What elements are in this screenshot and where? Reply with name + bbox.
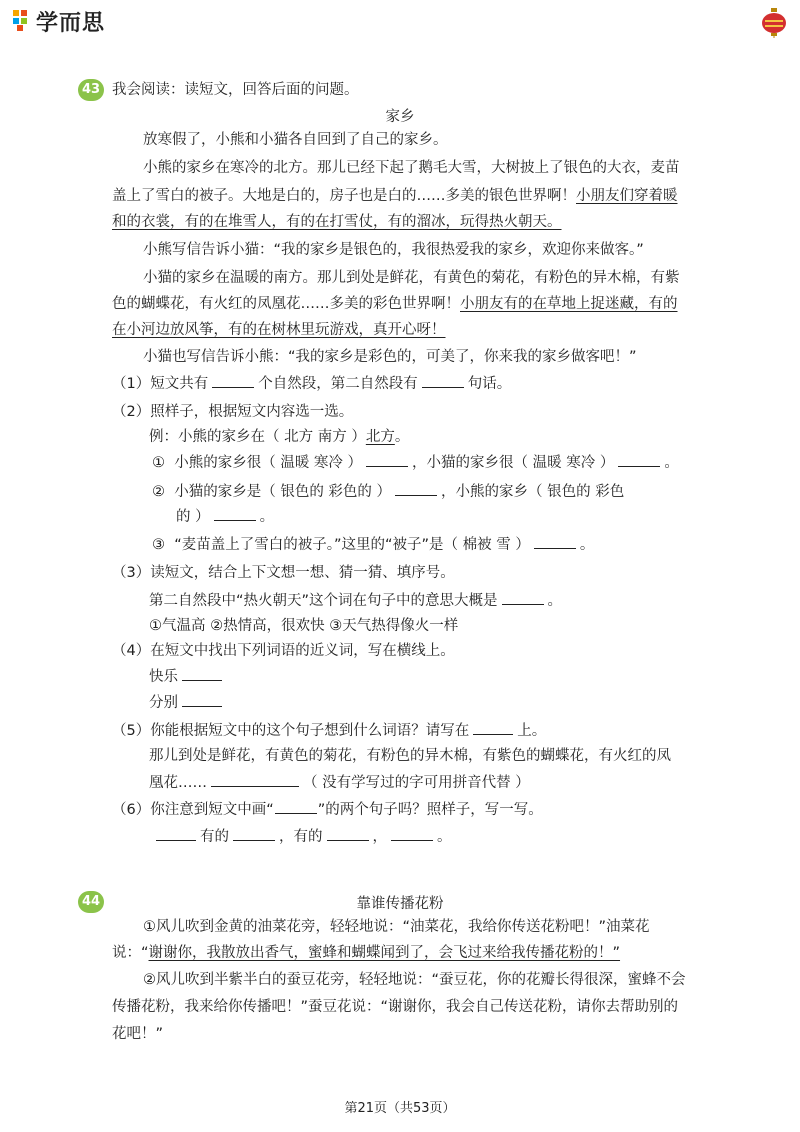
example-answer: 北方	[365, 429, 395, 445]
underlined-sentence: 谢谢你，我散放出香气，蜜蜂和蝴蝶闻到了，会飞过来给我传播花粉的！”	[148, 945, 621, 961]
passage-paragraph-2-line-1: ②风儿吹到半紫半白的蚕豆花旁，轻轻地说：“蚕豆花，你的花瓣长得很深，蜜蜂不会	[143, 972, 686, 988]
sub-question-2: （2）照样子，根据短文内容选一选。	[112, 404, 354, 420]
underlined-sentence-2a: 小朋友有的在草地上捉迷藏，有的	[460, 296, 678, 312]
answer-blank[interactable]	[618, 452, 660, 467]
passage-paragraph-1-line-2: 说：“谢谢你，我散放出香气，蜜蜂和蝴蝶闻到了，会飞过来给我传播花粉的！”	[112, 945, 621, 961]
passage-paragraph-2-line-3: 花吧！”	[112, 1026, 164, 1042]
answer-blank[interactable]	[395, 481, 437, 496]
question-instruction: 我会阅读：读短文，回答后面的问题。	[112, 82, 359, 98]
sub-question-3-options: ①气温高 ②热情高，很欢快 ③天气热得像火一样	[149, 618, 459, 634]
answer-blank[interactable]	[473, 720, 513, 735]
answer-blank[interactable]	[366, 452, 408, 467]
answer-blank[interactable]	[233, 826, 275, 841]
page-number: 第21页（共53页）	[344, 1101, 456, 1116]
passage-title: 靠谁传播花粉	[356, 896, 444, 912]
answer-blank[interactable]	[214, 506, 256, 521]
sub-question-5-sentence: 那儿到处是鲜花，有黄色的菊花，有粉色的异木棉，有紫色的蝴蝶花，有火红的凤	[149, 748, 671, 764]
synonym-word-2: 分别	[149, 692, 226, 713]
sub-question-2-item-2: ② 小猫的家乡是（ 银色的 彩色的 ） ，小熊的家乡（ 银色的 彩色	[152, 481, 624, 502]
answer-blank[interactable]	[391, 826, 433, 841]
sub-question-3-prompt: 第二自然段中“热火朝天”这个词在句子中的意思大概是 。	[149, 590, 562, 611]
underlined-sentence-1b: 和的衣裳，有的在堆雪人，有的在打雪仗，有的溜冰，玩得热火朝天。	[112, 214, 562, 230]
synonym-word-1: 快乐	[149, 666, 226, 687]
answer-blank[interactable]	[182, 666, 222, 681]
passage-paragraph-2-line-2: 盖上了雪白的被子。大地是白的，房子也是白的……多美的银色世界啊！小朋友们穿着暖	[112, 188, 678, 204]
answer-blank[interactable]	[156, 826, 196, 841]
sub-question-1: （1）短文共有 个自然段，第二自然段有 句话。	[112, 373, 511, 394]
answer-blank[interactable]	[422, 373, 464, 388]
passage-paragraph-4-line-1: 小猫的家乡在温暖的南方。那儿到处是鲜花，有黄色的菊花，有粉色的异木棉，有紫	[143, 270, 680, 286]
question-number-badge: 43	[78, 79, 104, 101]
answer-blank[interactable]	[182, 692, 222, 707]
passage-paragraph-3: 小熊写信告诉小猫：“我的家乡是银色的，我很热爱我的家乡，欢迎你来做客。”	[143, 242, 644, 258]
sub-question-6: （6）你注意到短文中画“ ”的两个句子吗？照样子，写一写。	[112, 799, 543, 820]
answer-blank[interactable]	[211, 772, 299, 787]
xueersi-logo-icon	[12, 8, 34, 32]
sub-question-3: （3）读短文，结合上下文想一想、猜一猜、填序号。	[112, 565, 455, 581]
passage-paragraph-5: 小猫也写信告诉小熊：“我的家乡是彩色的，可美了，你来我的家乡做客吧！”	[143, 349, 637, 365]
sub-question-6-template: 有的 ，有的 ， 。	[152, 826, 452, 847]
sub-question-5: （5）你能根据短文中的这个句子想到什么词语？请写在 上。	[112, 720, 546, 741]
sub-question-5-sentence-cont: 凰花…… （ 没有学写过的字可用拼音代替 ）	[149, 772, 530, 793]
passage-paragraph-2-line-1: 小熊的家乡在寒冷的北方。那儿已经下起了鹅毛大雪，大树披上了银色的大衣，麦苗	[143, 160, 680, 176]
answer-blank[interactable]	[327, 826, 369, 841]
brand-name: 学而思	[36, 11, 106, 36]
sub-question-2-item-1: ① 小熊的家乡很（ 温暖 寒冷 ） ，小猫的家乡很（ 温暖 寒冷 ） 。	[152, 452, 679, 473]
passage-title: 家乡	[385, 109, 415, 125]
question-number-badge: 44	[78, 891, 104, 913]
answer-blank[interactable]	[534, 534, 576, 549]
underlined-sentence-1a: 小朋友们穿着暖	[576, 188, 678, 204]
answer-blank[interactable]	[212, 373, 254, 388]
sub-question-2-example: 例：小熊的家乡在（ 北方 南方 ）北方。	[149, 429, 410, 445]
answer-blank[interactable]	[502, 590, 544, 605]
sub-question-4: （4）在短文中找出下列词语的近义词，写在横线上。	[112, 643, 455, 659]
sub-question-2-item-3: ③ “麦苗盖上了雪白的被子。”这里的“被子”是（ 棉被 雪 ） 。	[152, 534, 594, 555]
underline-sample	[275, 799, 317, 814]
underlined-sentence-2b: 在小河边放风筝，有的在树林里玩游戏，真开心呀！	[112, 322, 446, 338]
passage-paragraph-2-line-2: 传播花粉，我来给你传播吧！”蚕豆花说：“谢谢你，我会自己传送花粉，请你去帮助别的	[112, 999, 679, 1015]
lantern-icon	[760, 8, 788, 38]
passage-paragraph-1: 放寒假了，小熊和小猫各自回到了自己的家乡。	[143, 132, 448, 148]
sub-question-2-item-2-cont: 的 ） 。	[176, 506, 274, 527]
passage-paragraph-4-line-2: 色的蝴蝶花，有火红的凤凰花……多美的彩色世界啊！小朋友有的在草地上捉迷藏，有的	[112, 296, 678, 312]
passage-paragraph-1-line-1: ①风儿吹到金黄的油菜花旁，轻轻地说：“油菜花，我给你传送花粉吧！”油菜花	[143, 919, 650, 935]
